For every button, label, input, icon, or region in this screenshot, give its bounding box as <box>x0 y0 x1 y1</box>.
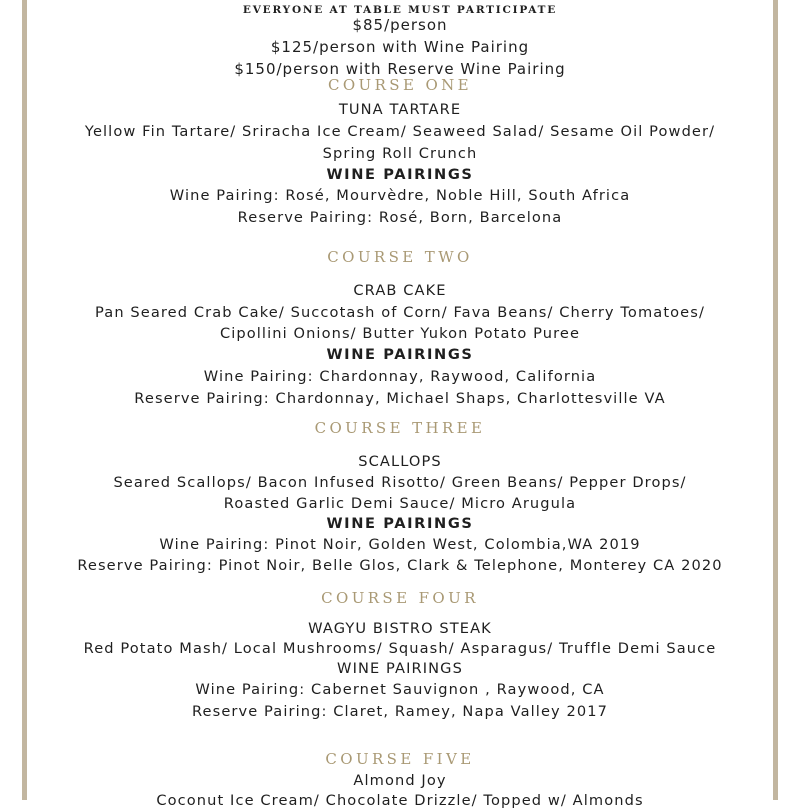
course-one-heading: COURSE ONE <box>327 76 473 94</box>
course-two-dish: CRAB CAKE <box>353 282 447 299</box>
course-two-reserve-pairing: Reserve Pairing: Chardonnay, Michael Shaps, Charlottesville VA <box>134 390 666 407</box>
course-four-wine-pairing: Wine Pairing: Cabernet Sauvignon , Raywood, CA <box>195 681 605 698</box>
course-four-dish: WAGYU BISTRO STEAK <box>308 620 492 637</box>
course-three-dish: SCALLOPS <box>358 453 442 470</box>
price-base: $85/person <box>352 16 448 34</box>
participation-notice: EVERYONE AT TABLE MUST PARTICIPATE <box>242 4 558 16</box>
course-five-heading: COURSE FIVE <box>325 750 475 768</box>
course-three-description-line-1: Seared Scallops/ Bacon Infused Risotto/ Green Beans/ Pepper Drops/ <box>113 474 687 491</box>
course-two-description-line-2: Cipollini Onions/ Butter Yukon Potato Puree <box>219 325 581 342</box>
course-three-heading: COURSE THREE <box>314 419 486 437</box>
course-two-description-line-1: Pan Seared Crab Cake/ Succotash of Corn/ Fava Beans/ Cherry Tomatoes/ <box>95 304 705 321</box>
course-one-dish: TUNA TARTARE <box>338 101 462 118</box>
course-one-wine-pairing: Wine Pairing: Rosé, Mourvèdre, Noble Hill, South Africa <box>169 187 631 204</box>
course-four-pairings-heading: WINE PAIRINGS <box>337 660 463 677</box>
course-two-wine-pairing: Wine Pairing: Chardonnay, Raywood, California <box>203 368 597 385</box>
price-reserve-pairing: $150/person with Reserve Wine Pairing <box>234 60 566 78</box>
course-four-reserve-pairing: Reserve Pairing: Claret, Ramey, Napa Valley 2017 <box>191 703 609 720</box>
course-one-pairings-heading: WINE PAIRINGS <box>326 166 474 183</box>
course-one-description-line-1: Yellow Fin Tartare/ Sriracha Ice Cream/ Seaweed Salad/ Sesame Oil Powder/ <box>84 123 716 140</box>
course-five-description-line-1: Coconut Ice Cream/ Chocolate Drizzle/ Topped w/ Almonds <box>156 792 644 809</box>
course-five-dish: Almond Joy <box>353 772 447 789</box>
course-three-reserve-pairing: Reserve Pairing: Pinot Noir, Belle Glos, Clark & Telephone, Monterey CA 2020 <box>77 557 723 574</box>
course-three-description-line-2: Roasted Garlic Demi Sauce/ Micro Arugula <box>223 495 577 512</box>
course-three-wine-pairing: Wine Pairing: Pinot Noir, Golden West, Colombia,WA 2019 <box>159 536 641 553</box>
course-four-description-line-1: Red Potato Mash/ Local Mushrooms/ Squash/ Asparagus/ Truffle Demi Sauce <box>83 640 717 657</box>
course-one-reserve-pairing: Reserve Pairing: Rosé, Born, Barcelona <box>237 209 563 226</box>
course-four-heading: COURSE FOUR <box>321 589 479 607</box>
course-two-pairings-heading: WINE PAIRINGS <box>326 346 474 363</box>
price-wine-pairing: $125/person with Wine Pairing <box>270 38 530 56</box>
course-two-heading: COURSE TWO <box>327 248 473 266</box>
course-one-description-line-2: Spring Roll Crunch <box>322 145 478 162</box>
course-three-pairings-heading: WINE PAIRINGS <box>326 515 474 532</box>
